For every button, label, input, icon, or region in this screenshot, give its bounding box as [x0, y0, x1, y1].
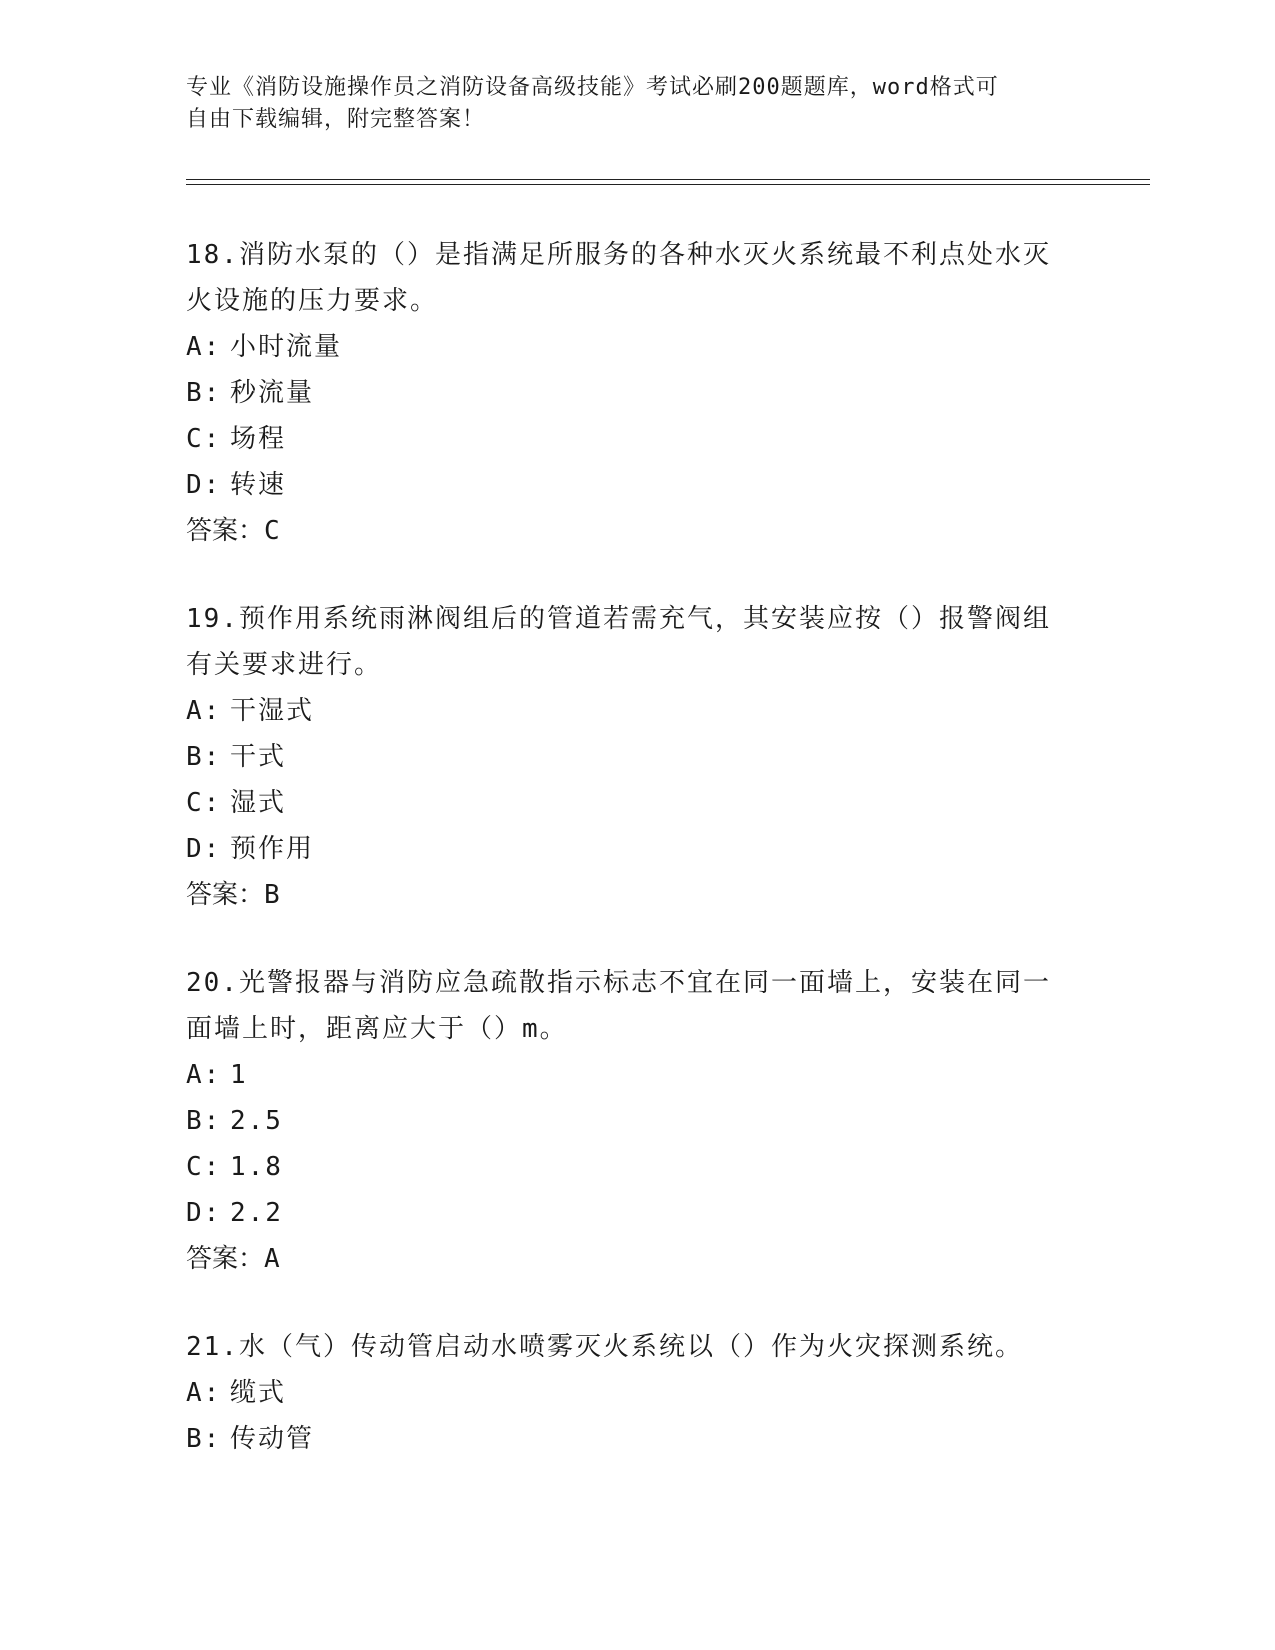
- option-text: 预作用: [230, 834, 315, 864]
- option-text: 湿式: [230, 788, 287, 818]
- option-text: 秒流量: [230, 378, 315, 408]
- answer-label: 答案：: [186, 516, 265, 546]
- option-d: [186, 826, 1066, 872]
- answer-line: [186, 508, 1066, 554]
- option-b: [186, 1098, 1066, 1144]
- option-key: B:: [186, 1106, 222, 1136]
- option-key: A:: [186, 696, 222, 726]
- option-key: B:: [186, 742, 222, 772]
- header-line-1: 专业《消防设施操作员之消防设备高级技能》考试必刷200题题库，word格式可: [186, 75, 999, 100]
- option-a: [186, 324, 1066, 370]
- option-key: B:: [186, 378, 222, 408]
- option-c: [186, 1144, 1066, 1190]
- option-d: [186, 462, 1066, 508]
- question-stem: 21.水（气）传动管启动水喷雾灭火系统以（）作为火灾探测系统。: [186, 1332, 1023, 1362]
- option-key: A:: [186, 332, 222, 362]
- option-text: 转速: [230, 470, 287, 500]
- option-key: A:: [186, 1060, 222, 1090]
- option-c: [186, 416, 1066, 462]
- option-text: 干湿式: [230, 696, 315, 726]
- question-18: [186, 232, 1066, 554]
- header-line-2: 自由下载编辑，附完整答案！: [186, 107, 486, 132]
- document-header: [186, 72, 1066, 136]
- answer-label: 答案：: [186, 880, 265, 910]
- option-text: 场程: [230, 424, 287, 454]
- question-stem: 20.光警报器与消防应急疏散指示标志不宜在同一面墙上，安装在同一面墙上时，距离应大于（）m。: [186, 968, 1051, 1044]
- option-text: 传动管: [230, 1424, 315, 1454]
- option-text: 1: [230, 1060, 248, 1090]
- option-c: [186, 780, 1066, 826]
- answer-value: B: [264, 880, 280, 910]
- header-divider-bottom: [186, 184, 1150, 185]
- answer-value: C: [264, 516, 280, 546]
- answer-line: [186, 1236, 1066, 1282]
- header-divider-top: [186, 179, 1150, 180]
- question-stem: 18.消防水泵的（）是指满足所服务的各种水灭火系统最不利点处水灭火设施的压力要求。: [186, 240, 1051, 316]
- option-text: 干式: [230, 742, 287, 772]
- answer-line: [186, 872, 1066, 918]
- option-text: 缆式: [230, 1378, 287, 1408]
- answer-value: A: [264, 1244, 280, 1274]
- option-a: [186, 1052, 1066, 1098]
- option-d: [186, 1190, 1066, 1236]
- option-a: [186, 1370, 1066, 1416]
- question-20: [186, 960, 1066, 1282]
- option-key: B:: [186, 1424, 222, 1454]
- option-key: C:: [186, 1152, 222, 1182]
- option-text: 2.5: [230, 1106, 283, 1136]
- option-b: [186, 1416, 1066, 1462]
- option-text: 2.2: [230, 1198, 283, 1228]
- question-21: [186, 1324, 1066, 1462]
- answer-label: 答案：: [186, 1244, 265, 1274]
- option-a: [186, 688, 1066, 734]
- option-key: A:: [186, 1378, 222, 1408]
- option-b: [186, 370, 1066, 416]
- option-b: [186, 734, 1066, 780]
- question-19: [186, 596, 1066, 918]
- option-key: D:: [186, 470, 222, 500]
- option-text: 小时流量: [230, 332, 343, 362]
- option-key: C:: [186, 424, 222, 454]
- option-key: C:: [186, 788, 222, 818]
- option-text: 1.8: [230, 1152, 283, 1182]
- option-key: D:: [186, 1198, 222, 1228]
- option-key: D:: [186, 834, 222, 864]
- question-stem: 19.预作用系统雨淋阀组后的管道若需充气，其安装应按（）报警阀组有关要求进行。: [186, 604, 1051, 680]
